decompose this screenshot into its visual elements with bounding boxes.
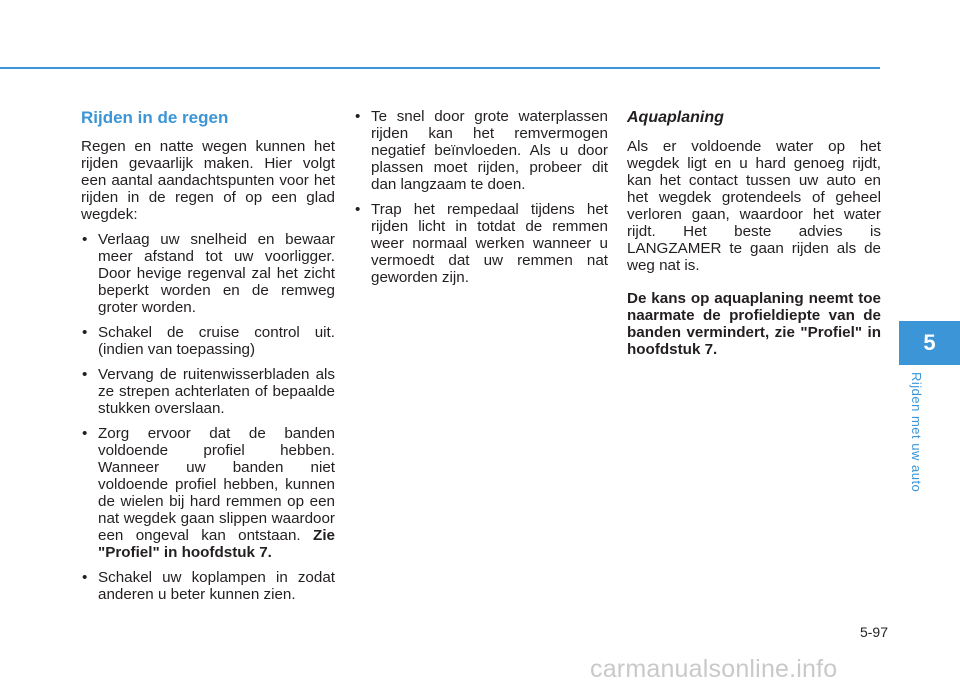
cross-reference: Zie "Profiel" in hoofdstuk 7.	[98, 527, 335, 561]
column-3	[627, 108, 881, 358]
watermark: carmanualsonline.info	[590, 655, 838, 683]
list-item	[81, 425, 335, 561]
rain-tips-list	[81, 231, 335, 603]
chapter-tab	[899, 321, 960, 365]
list-item: • Schakel uw koplampen in zodat anderen u beter kunnen zien.	[81, 569, 335, 603]
section-heading-rain: Rijden in de regen	[81, 108, 229, 127]
list-item-text: Zorg ervoor dat de banden voldoende profiel hebben. Wanneer uw banden niet voldoende profiel hebben, kunnen de wielen bij hard remmen op een nat wegdek gaan slippen waardoor een ongeval kan ontstaan.	[98, 425, 335, 544]
page-number: 5-97	[859, 624, 888, 640]
chapter-number: 5	[923, 330, 936, 355]
top-rule	[0, 67, 880, 69]
column-1	[81, 108, 335, 611]
aquaplaning-warning: De kans op aquaplaning neemt toe naarmate de profieldiepte van de banden vermindert, zie "Profiel" in hoofdstuk 7.	[627, 290, 881, 358]
list-item: • Verlaag uw snelheid en bewaar meer afstand tot uw voorligger. Door hevige regenval zal het zicht beperkt worden en de remweg groter worden.	[81, 231, 335, 316]
water-tips-list	[354, 108, 608, 286]
intro-paragraph: Regen en natte wegen kunnen het rijden gevaarlijk maken. Hier volgt een aantal aandachtspunten voor het rijden in de regen of op een glad wegdek:	[81, 138, 335, 223]
list-item: • Schakel de cruise control uit. (indien van toepassing)	[81, 324, 335, 358]
chapter-title-vertical: Rijden met uw auto	[909, 372, 924, 493]
list-item: • Vervang de ruitenwisserbladen als ze strepen achterlaten of bepaalde stukken overslaan.	[81, 366, 335, 417]
column-2	[354, 108, 608, 294]
list-item: • Trap het rempedaal tijdens het rijden licht in totdat de remmen weer normaal werken wanneer u vermoedt dat uw remmen nat geworden zijn.	[354, 201, 608, 286]
list-item: • Te snel door grote waterplassen rijden kan het remvermogen negatief beïnvloeden. Als u door plassen moet rijden, probeer dit dan langzaam te doen.	[354, 108, 608, 193]
section-heading-aquaplaning: Aquaplaning	[627, 109, 724, 126]
aquaplaning-paragraph: Als er voldoende water op het wegdek ligt en u hard genoeg rijdt, kan het contact tussen uw auto en het wegdek grotendeels of geheel verloren gaan, waardoor het water rijdt. Het beste advies is LANGZAMER te gaan rijden als de weg nat is.	[627, 138, 881, 274]
